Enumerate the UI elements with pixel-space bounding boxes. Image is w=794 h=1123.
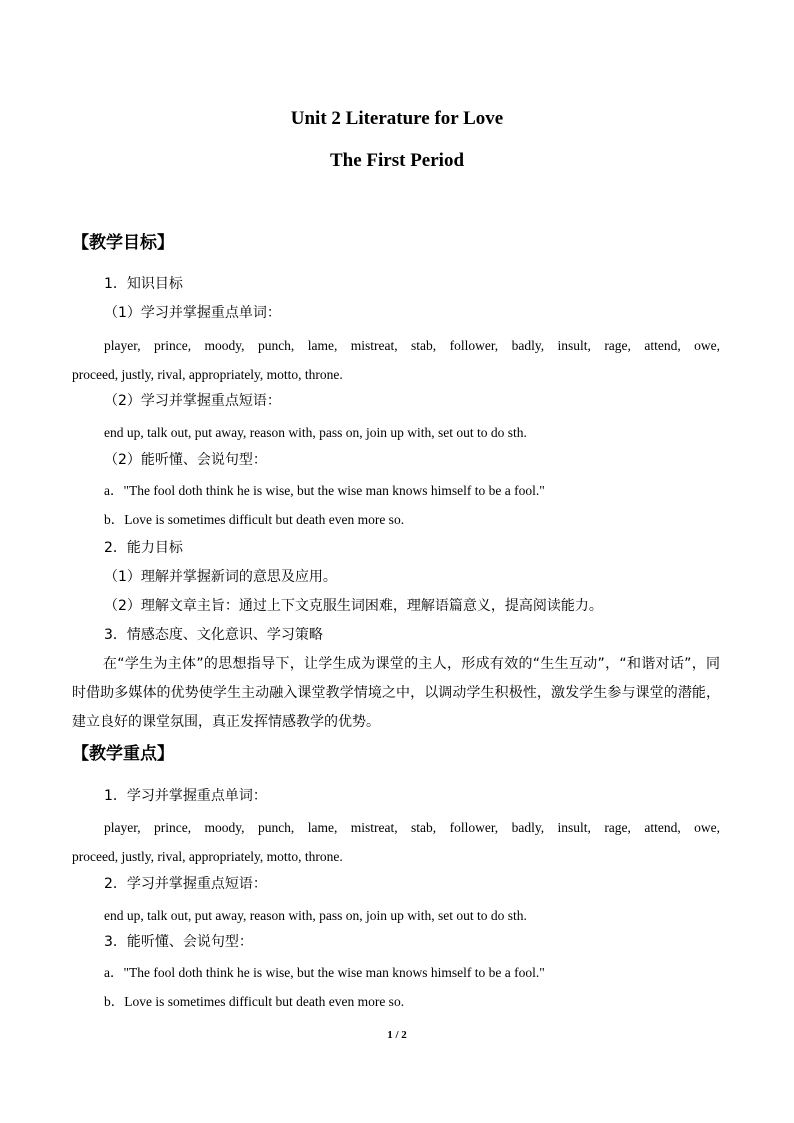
- key-words-label: 1．学习并掌握重点单词：: [104, 788, 267, 804]
- key-phrases-line: end up, talk out, put away, reason with, pass on, join up with, set out to do sth.: [104, 908, 527, 923]
- key-vocabulary-line-1: player, prince, moody, punch, lame, mistreat, stab, follower, badly, insult, rage, attend, owe,: [104, 820, 720, 835]
- key-sentence-b: b．Love is sometimes difficult but death even more so.: [104, 994, 405, 1009]
- ability-goal-heading: 2．能力目标: [104, 540, 183, 556]
- objective-phrases-label: （2）学习并掌握重点短语：: [104, 393, 281, 409]
- phrases-line: end up, talk out, put away, reason with, pass on, join up with, set out to do sth.: [104, 425, 527, 440]
- key-phrases-label: 2．学习并掌握重点短语：: [104, 876, 267, 892]
- section-heading-objectives: 【教学目标】: [72, 233, 174, 253]
- document-title: Unit 2 Literature for Love: [290, 108, 504, 129]
- key-vocabulary-line-2: proceed, justly, rival, appropriately, motto, throne.: [72, 849, 343, 864]
- affective-goal-heading: 3．情感态度、文化意识、学习策略: [104, 627, 323, 643]
- ability-goal-item-2: （2）理解文章主旨：通过上下文克服生词困难，理解语篇意义，提高阅读能力。: [104, 598, 603, 614]
- ability-goal-item-1: （1）理解并掌握新词的意思及应用。: [104, 569, 337, 585]
- key-sentences-label: 3．能听懂、会说句型：: [104, 934, 253, 950]
- key-sentence-a: a．"The fool doth think he is wise, but the wise man knows himself to be a fool.": [104, 965, 545, 980]
- knowledge-goal-heading: 1．知识目标: [104, 276, 183, 292]
- vocabulary-line-1: player, prince, moody, punch, lame, mistreat, stab, follower, badly, insult, rage, attend, owe,: [104, 338, 720, 353]
- sentence-b: b．Love is sometimes difficult but death even more so.: [104, 512, 405, 527]
- page-number: 1 / 2: [387, 1029, 407, 1041]
- document-subtitle: The First Period: [329, 150, 465, 171]
- affective-goal-paragraph: 在“学生为主体”的思想指导下，让学生成为课堂的主人，形成有效的“生生互动”，“和谐对话”，同时借助多媒体的优势使学生主动融入课堂教学情境之中，以调动学生积极性，激发学生参与课堂的潜能，建立良好的课堂氛围，真正发挥情感教学的优势。: [72, 656, 720, 730]
- objective-sentences-label: （2）能听懂、会说句型：: [104, 452, 267, 468]
- objective-words-label: （1）学习并掌握重点单词：: [104, 305, 281, 321]
- vocabulary-line-2: proceed, justly, rival, appropriately, motto, throne.: [72, 367, 343, 382]
- section-heading-key-points: 【教学重点】: [72, 744, 174, 764]
- sentence-a: a．"The fool doth think he is wise, but the wise man knows himself to be a fool.": [104, 483, 545, 498]
